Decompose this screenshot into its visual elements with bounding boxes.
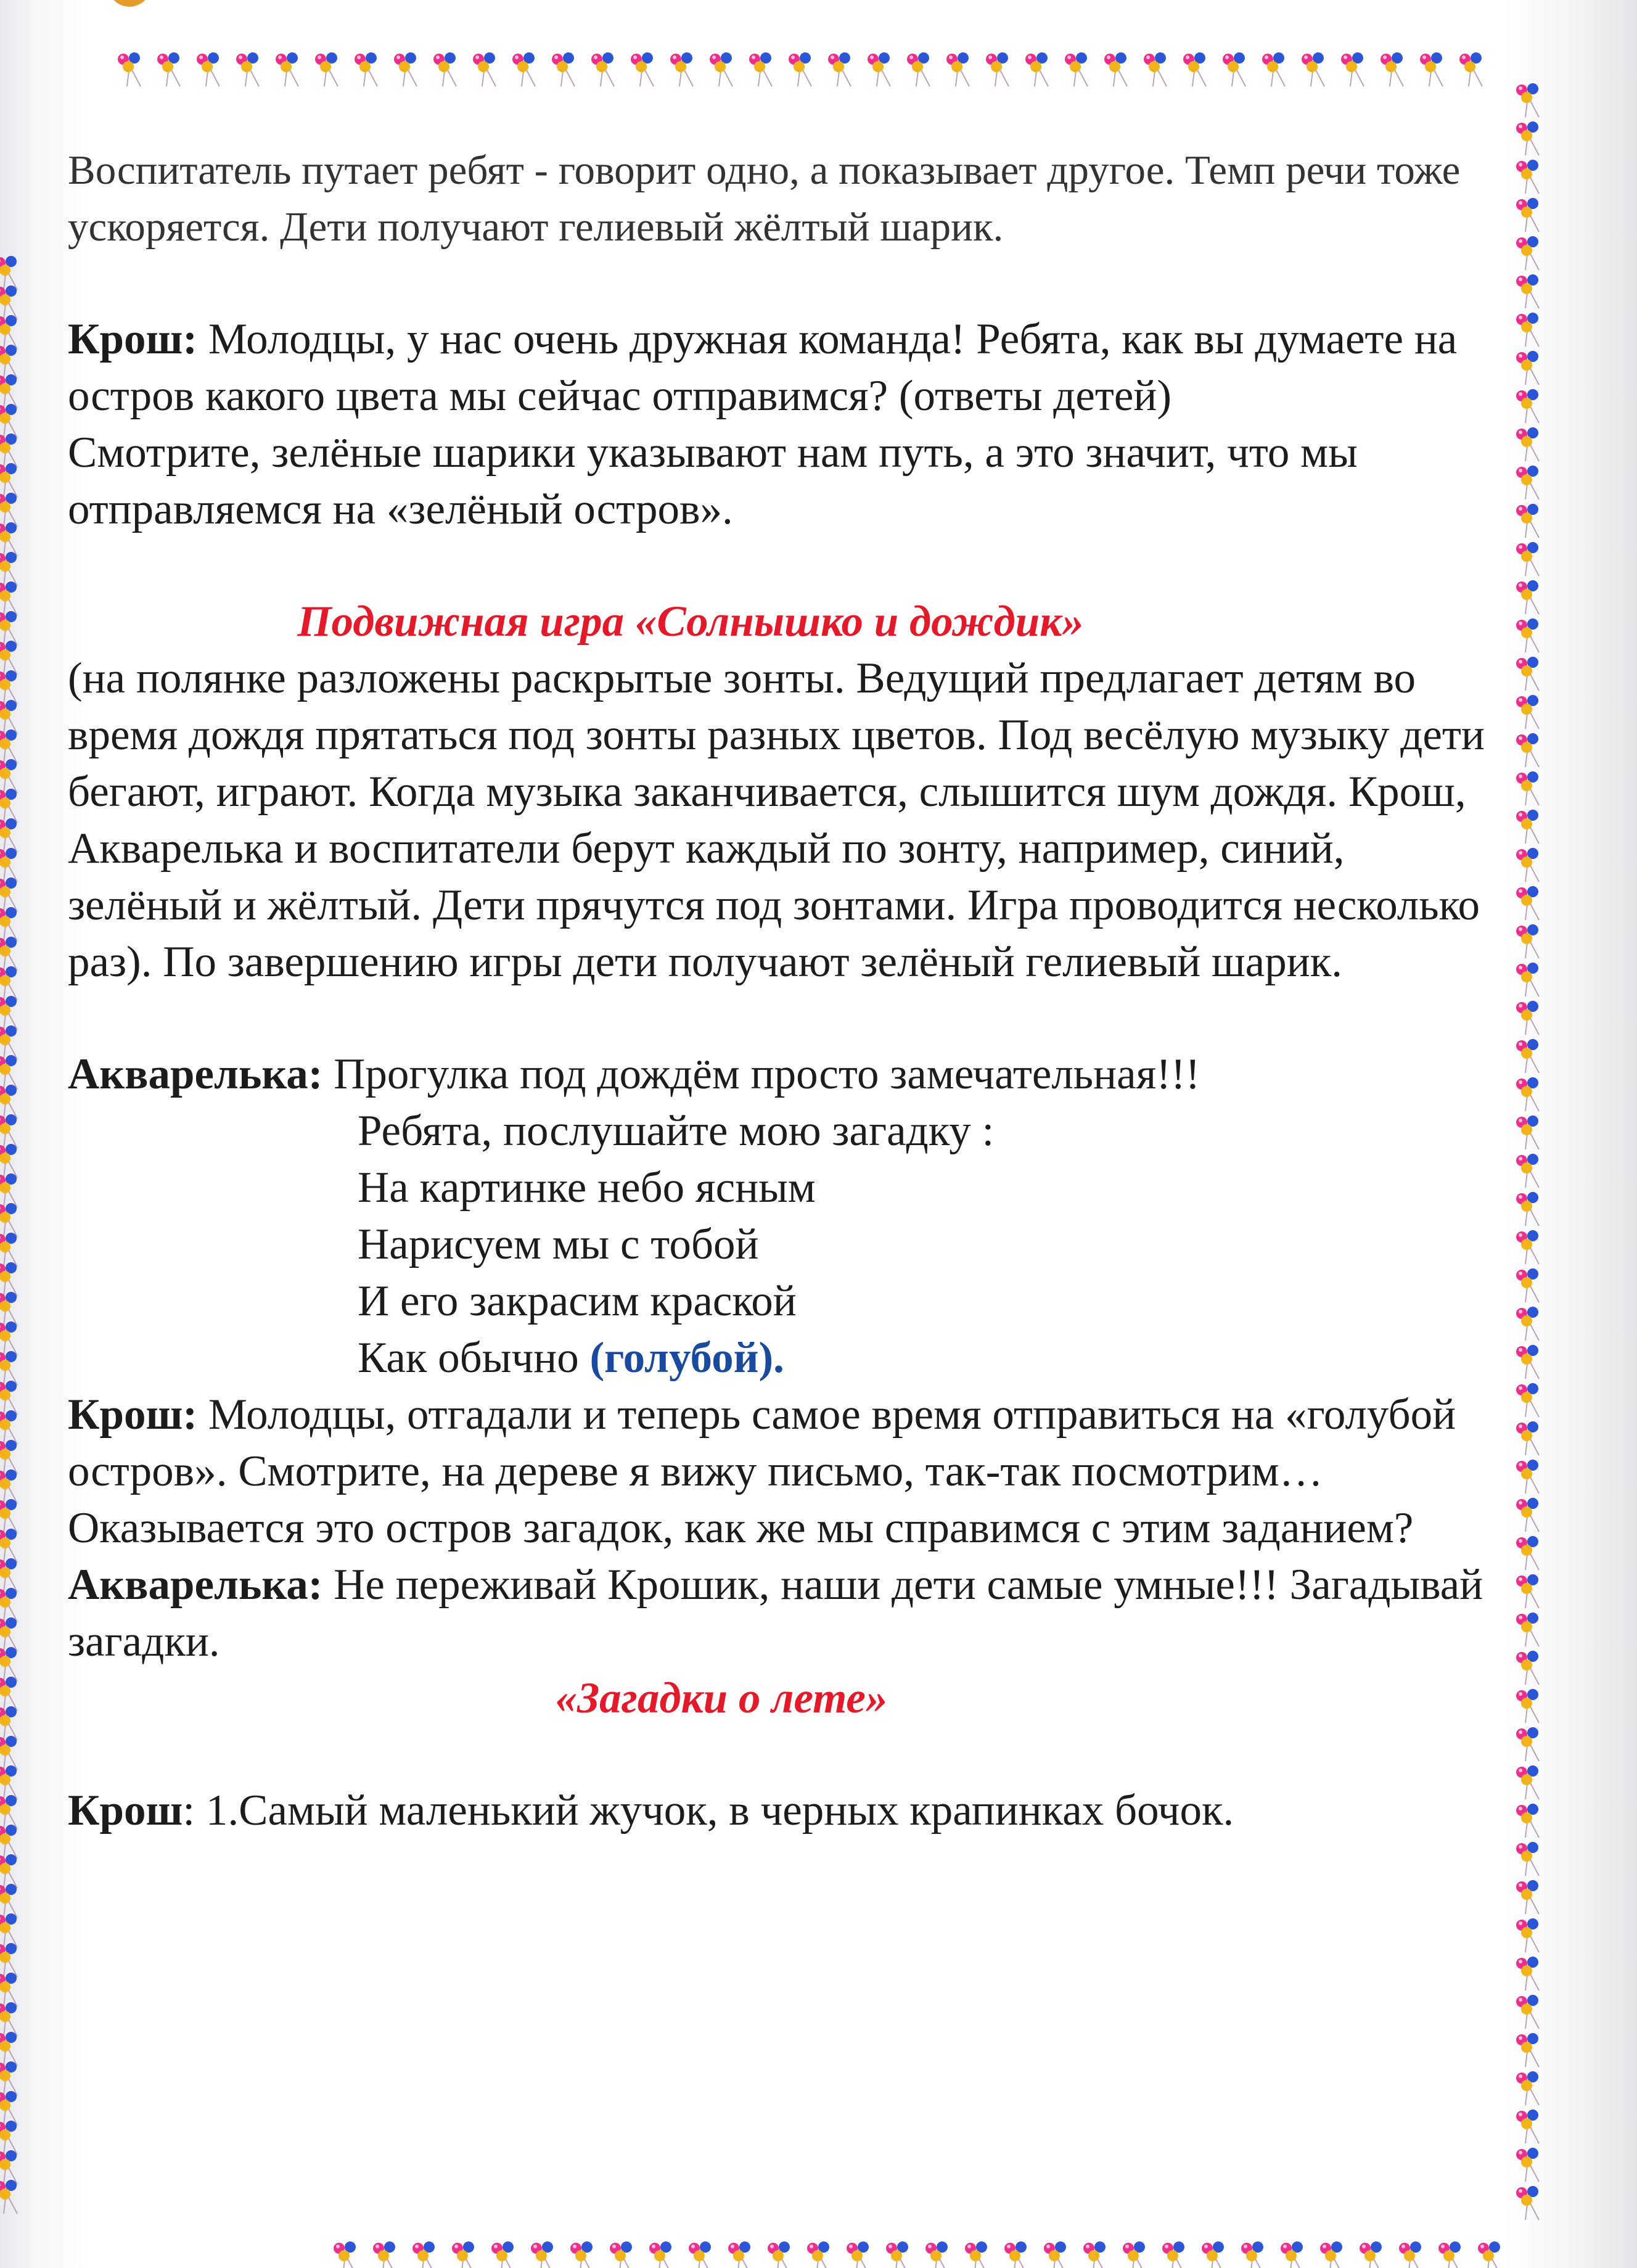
balloon-icon xyxy=(1516,1842,1539,1876)
riddle-answer: (голубой). xyxy=(589,1334,784,1382)
balloon-icon xyxy=(1516,236,1539,270)
balloon-icon xyxy=(0,1677,17,1711)
balloon-icon xyxy=(710,52,732,86)
balloon-icon xyxy=(236,52,259,86)
balloon-icon xyxy=(0,1262,17,1296)
balloon-icon xyxy=(1516,1727,1539,1761)
balloon-icon xyxy=(649,2241,672,2268)
riddle-poem-line: На картинке небо ясным xyxy=(358,1164,816,1212)
balloon-icon xyxy=(0,1647,17,1681)
balloon-icon xyxy=(0,2180,17,2214)
balloon-icon xyxy=(355,52,377,86)
balloon-icon xyxy=(610,2241,633,2268)
balloon-icon xyxy=(452,2241,475,2268)
balloon-icon xyxy=(946,52,969,86)
balloon-icon xyxy=(1516,963,1539,996)
balloon-icon xyxy=(0,1973,17,2007)
balloon-icon xyxy=(0,789,17,823)
balloon-icon xyxy=(1459,52,1482,86)
balloon-icon xyxy=(552,52,575,86)
balloon-icon xyxy=(828,52,851,86)
balloon-icon xyxy=(0,345,17,379)
akvarelka-line-2 xyxy=(68,1556,1486,1670)
balloon-icon xyxy=(0,581,17,615)
balloon-icon xyxy=(0,1706,17,1740)
balloon-icon xyxy=(0,1469,17,1503)
balloon-icon xyxy=(1516,1613,1539,1646)
balloon-icon xyxy=(1516,1536,1539,1570)
balloon-icon xyxy=(1516,771,1539,805)
balloon-icon xyxy=(1516,1460,1539,1494)
balloon-icon xyxy=(1516,2186,1539,2220)
balloon-icon xyxy=(197,52,219,86)
balloon-icon xyxy=(0,286,17,319)
balloon-icon xyxy=(0,2032,17,2066)
balloon-icon xyxy=(315,52,338,86)
balloon-icon xyxy=(1144,52,1167,86)
balloon-icon xyxy=(768,2241,790,2268)
balloon-icon xyxy=(1478,2241,1501,2268)
balloon-icon xyxy=(789,52,811,86)
balloon-icon xyxy=(1420,52,1443,86)
balloon-icon xyxy=(0,1499,17,1533)
balloon-icon xyxy=(0,729,17,763)
balloon-icon xyxy=(1516,198,1539,232)
balloon-icon xyxy=(1241,2241,1264,2268)
balloon-icon xyxy=(0,2150,17,2184)
balloon-icon xyxy=(0,641,17,675)
balloon-icon xyxy=(0,1736,17,1770)
balloon-icon xyxy=(1516,1039,1539,1073)
balloon-icon xyxy=(1516,1689,1539,1723)
balloon-icon xyxy=(0,463,17,497)
balloon-icon xyxy=(0,1351,17,1385)
krosh-line-1-continued: Смотрите, зелёные шарики указывают нам путь, а это значит, что мы отправляемся на «зелёный остров». xyxy=(68,429,1358,533)
balloon-icon xyxy=(0,1025,17,1059)
balloon-icon xyxy=(0,1381,17,1415)
balloon-icon xyxy=(1083,2241,1106,2268)
balloon-icon xyxy=(1516,1307,1539,1341)
balloon-icon xyxy=(1516,1957,1539,1991)
balloon-icon xyxy=(118,52,141,86)
balloon-icon xyxy=(0,1233,17,1267)
balloon-icon xyxy=(986,52,1009,86)
krosh-line-2 xyxy=(68,1386,1486,1500)
balloon-icon xyxy=(473,52,496,86)
balloon-icon xyxy=(0,966,17,1000)
balloon-icon xyxy=(0,1292,17,1326)
akvarelka-line-2-text: Не переживай Крошик, наши дети самые умные!!! Загадывай загадки. xyxy=(68,1561,1483,1666)
balloon-icon xyxy=(491,2241,514,2268)
balloon-icon xyxy=(907,52,930,86)
balloon-icon xyxy=(433,52,456,86)
balloon-icon xyxy=(1516,2148,1539,2182)
balloon-icon xyxy=(1516,618,1539,652)
balloon-icon xyxy=(1516,389,1539,423)
balloon-icon xyxy=(1516,848,1539,882)
balloon-icon xyxy=(0,2121,17,2155)
balloon-icon xyxy=(0,1173,17,1207)
balloon-icon xyxy=(1516,1765,1539,1799)
balloon-icon xyxy=(1516,427,1539,461)
balloon-icon xyxy=(1516,1192,1539,1226)
game-description: (на полянке разложены раскрытые зонты. Ведущий предлагает детям во время дождя прятаться под зонты разных цветов. Под весёлую музыку дети бегают, играют. Когда музыка заканчивается, слышится шум дождя. Крош, Акварелька и воспитатели берут каждый по зонту, например, синий, зелёный и жёлтый. Дети прячутся под зонтами. Игра проводится несколько раз). По завершению игры дети получают зелёный гелиевый шарик. xyxy=(68,654,1485,986)
balloon-icon xyxy=(373,2241,396,2268)
balloon-icon xyxy=(0,493,17,527)
balloon-icon xyxy=(1516,1918,1539,1952)
balloon-icon xyxy=(1341,52,1364,86)
balloon-icon xyxy=(1516,313,1539,347)
balloon-icon xyxy=(1025,52,1048,86)
balloon-icon xyxy=(1516,1345,1539,1379)
balloon-icon xyxy=(0,1617,17,1651)
balloon-icon xyxy=(1516,1116,1539,1149)
balloon-icon xyxy=(925,2241,948,2268)
balloon-icon xyxy=(0,700,17,734)
balloon-icon xyxy=(1162,2241,1185,2268)
balloon-icon xyxy=(1516,1574,1539,1608)
balloon-icon xyxy=(0,522,17,556)
balloon-icon xyxy=(0,1825,17,1859)
balloon-icon xyxy=(1065,52,1088,86)
balloon-icon xyxy=(531,2241,554,2268)
balloon-icon xyxy=(0,877,17,911)
balloon-icon xyxy=(1516,542,1539,576)
balloon-icon xyxy=(1516,2110,1539,2143)
balloon-icon xyxy=(0,818,17,852)
balloon-icon xyxy=(1516,160,1539,194)
intro-paragraph: Воспитатель путает ребят - говорит одно, а показывает другое. Темп речи тоже ускоряется. Дети получают гелиевый жёлтый шарик. xyxy=(68,147,1461,250)
balloon-icon xyxy=(1381,52,1403,86)
balloon-icon xyxy=(1516,733,1539,767)
balloon-icon xyxy=(847,2241,869,2268)
balloon-icon xyxy=(1516,83,1539,117)
speaker-akvarelka: Акварелька: xyxy=(68,1561,323,1609)
krosh-line-3-text: : 1.Самый маленький жучок, в черных крапинках бочок. xyxy=(183,1786,1234,1835)
balloon-icon xyxy=(1044,2241,1067,2268)
riddle-poem-line: Нарисуем мы с тобой xyxy=(358,1220,759,1268)
balloon-icon xyxy=(0,1144,17,1178)
balloon-icon xyxy=(1320,2241,1343,2268)
balloon-icon xyxy=(412,2241,435,2268)
balloon-icon xyxy=(570,2241,593,2268)
balloon-icon xyxy=(1516,1804,1539,1838)
balloon-icon xyxy=(0,1085,17,1119)
krosh-line-3 xyxy=(68,1782,1486,1839)
balloon-icon xyxy=(0,2091,17,2125)
krosh-line-1-text: Молодцы, у нас очень дружная команда! Ребята, как вы думаете на остров какого цвета мы сейчас отправимся? (ответы детей) xyxy=(68,315,1458,420)
balloon-icon xyxy=(157,52,180,86)
balloon-icon xyxy=(512,52,535,86)
balloon-icon xyxy=(276,52,298,86)
speaker-krosh: Крош: xyxy=(68,315,198,363)
balloon-icon xyxy=(0,1203,17,1237)
balloon-icon xyxy=(0,433,17,467)
balloon-icon xyxy=(1516,1995,1539,2029)
balloon-icon xyxy=(868,52,890,86)
balloon-icon xyxy=(1516,657,1539,691)
balloon-icon xyxy=(1516,810,1539,844)
balloon-icon xyxy=(0,1410,17,1444)
balloon-icon xyxy=(1516,351,1539,385)
balloon-icon xyxy=(0,1558,17,1592)
balloon-icon xyxy=(1516,886,1539,920)
balloon-icon xyxy=(1516,2033,1539,2067)
balloon-icon xyxy=(886,2241,909,2268)
balloon-icon xyxy=(1516,121,1539,155)
balloon-icon xyxy=(0,937,17,971)
balloon-icon xyxy=(0,2061,17,2095)
balloon-icon xyxy=(0,1884,17,1918)
balloon-icon xyxy=(0,1529,17,1563)
balloon-icon xyxy=(1516,1077,1539,1111)
balloon-icon xyxy=(1516,1421,1539,1455)
balloon-icon xyxy=(807,2241,830,2268)
balloon-icon xyxy=(670,52,693,86)
balloon-icon xyxy=(1516,274,1539,308)
balloon-icon xyxy=(1262,52,1285,86)
riddle-poem-last-line xyxy=(358,1329,1486,1386)
balloon-icon xyxy=(1183,52,1206,86)
balloon-icon xyxy=(0,1588,17,1622)
balloon-icon xyxy=(394,52,417,86)
balloon-icon xyxy=(0,1913,17,1947)
speaker-krosh: Крош: xyxy=(68,1391,198,1439)
balloon-icon xyxy=(1516,1154,1539,1188)
speaker-krosh: Крош xyxy=(68,1786,183,1835)
balloon-icon xyxy=(1516,1880,1539,1914)
balloon-icon xyxy=(1360,2241,1382,2268)
krosh-line-2-continued: Оказывается это остров загадок, как же мы справимся с этим заданием? xyxy=(68,1504,1414,1552)
balloon-icon xyxy=(0,552,17,586)
balloon-icon xyxy=(1516,924,1539,958)
balloon-icon xyxy=(0,907,17,941)
balloon-icon xyxy=(0,1321,17,1355)
balloon-icon xyxy=(1516,1268,1539,1302)
balloon-icon xyxy=(0,1854,17,1888)
riddle-poem-prefix: Как обычно xyxy=(358,1334,579,1382)
balloon-icon xyxy=(1516,580,1539,614)
document-body xyxy=(68,142,1486,1839)
akvarelka-line-1-text: Прогулка под дождём просто замечательная!!! xyxy=(334,1050,1200,1098)
balloon-icon xyxy=(1302,52,1324,86)
balloon-icon xyxy=(0,315,17,349)
riddle-poem-line: Ребята, послушайте мою загадку : xyxy=(358,1107,995,1155)
krosh-line-1 xyxy=(68,311,1486,424)
balloon-icon xyxy=(0,611,17,645)
krosh-line-2-text: Молодцы, отгадали и теперь самое время отправиться на «голубой остров». Смотрите, на дереве я вижу письмо, так-так посмотрим… xyxy=(68,1391,1456,1495)
balloon-icon xyxy=(0,404,17,438)
speaker-akvarelka: Акварелька: xyxy=(68,1050,323,1098)
game-title: Подвижная игра «Солнышко и дождик» xyxy=(297,598,1084,646)
balloon-icon xyxy=(1123,2241,1146,2268)
balloon-icon xyxy=(0,256,17,290)
riddle-poem-line: И его закрасим краской xyxy=(358,1277,797,1325)
balloon-icon xyxy=(1399,2241,1422,2268)
balloon-icon xyxy=(1516,695,1539,729)
balloon-icon xyxy=(1516,504,1539,538)
balloon-icon xyxy=(0,2002,17,2036)
balloon-icon xyxy=(1516,1651,1539,1685)
balloon-icon xyxy=(1516,1498,1539,1532)
balloon-icon xyxy=(1516,1001,1539,1035)
balloon-icon xyxy=(728,2241,751,2268)
balloon-icon xyxy=(1438,2241,1461,2268)
balloon-icon xyxy=(1516,466,1539,499)
balloon-icon xyxy=(1516,2071,1539,2105)
balloon-icon xyxy=(689,2241,712,2268)
balloon-icon xyxy=(0,848,17,882)
balloon-icon xyxy=(0,759,17,793)
balloon-icon xyxy=(0,374,17,408)
balloon-icon xyxy=(631,52,654,86)
balloon-icon xyxy=(965,2241,988,2268)
balloon-icon xyxy=(334,2241,356,2268)
balloon-icon xyxy=(0,1114,17,1148)
akvarelka-line-1 xyxy=(68,1046,1486,1103)
balloon-icon xyxy=(0,1795,17,1829)
balloon-icon xyxy=(0,996,17,1030)
balloon-icon xyxy=(0,1765,17,1799)
balloon-icon xyxy=(1281,2241,1303,2268)
balloon-icon xyxy=(0,670,17,704)
balloon-icon xyxy=(1223,52,1245,86)
riddles-title: «Загадки о лете» xyxy=(555,1674,888,1722)
balloon-icon xyxy=(0,1055,17,1089)
balloon-icon xyxy=(1516,1230,1539,1264)
balloon-icon xyxy=(0,1943,17,1977)
balloon-icon xyxy=(1516,1383,1539,1417)
balloon-icon xyxy=(0,1440,17,1474)
balloon-icon xyxy=(1004,2241,1027,2268)
balloon-icon xyxy=(1202,2241,1225,2268)
balloon-icon xyxy=(591,52,614,86)
balloon-icon xyxy=(749,52,772,86)
balloon-icon xyxy=(1104,52,1127,86)
